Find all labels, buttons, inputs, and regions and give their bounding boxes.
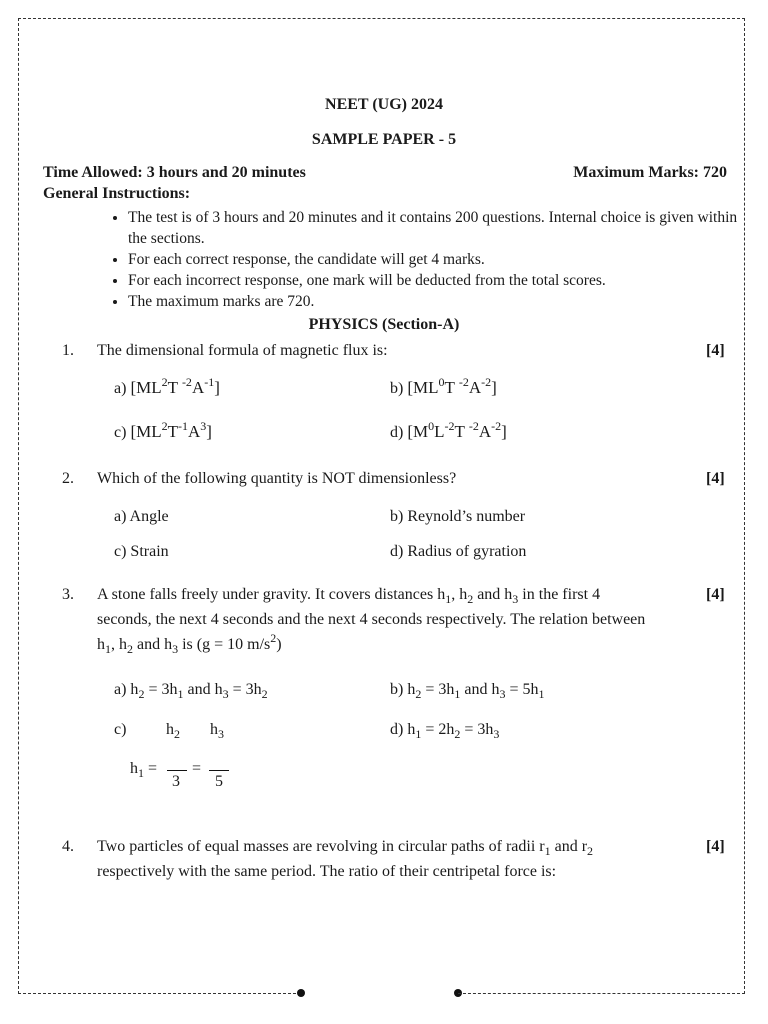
option-d: d) Radius of gyration <box>390 543 527 560</box>
fraction-denominator-1: 3 <box>172 773 180 790</box>
option-formula: [$ML^0T$ $^{-2}A^{-2}$] <box>407 375 497 397</box>
page-border-bottom-left <box>18 993 301 994</box>
question-text-line: Two particles of equal masses are revolving in circular paths of radii $r_1$ and $r_2$ <box>97 838 594 858</box>
question-text-line: A stone falls freely under gravity. It covers distances $h_1$, $h_2$ and $h_3$ in the first 4 <box>97 586 601 606</box>
maximum-marks: Maximum Marks: 720 <box>573 164 727 181</box>
question-marks: [4] <box>706 586 725 603</box>
question-text: Which of the following quantity is NOT dimensionless? <box>97 470 457 487</box>
option-c-label: c) <box>114 721 127 738</box>
question-marks: [4] <box>706 470 725 487</box>
question-number: 1. <box>62 342 74 359</box>
fraction-bar-1 <box>167 770 187 771</box>
exam-title: NEET (UG) 2024 <box>325 96 443 113</box>
question-text-line: seconds, the next 4 seconds and the next 4 seconds respectively. The relation between <box>97 611 646 628</box>
instruction-item: • For each correct response, the candidate will get 4 marks. <box>128 249 738 270</box>
option-c-equals: = <box>192 760 202 777</box>
time-allowed: Time Allowed: 3 hours and 20 minutes <box>43 164 306 181</box>
fraction-numerator-1: $h_2$ <box>166 721 180 741</box>
option-d <box>390 419 507 442</box>
border-dot-left <box>297 989 305 997</box>
question-number: 3. <box>62 586 74 603</box>
option-d: d) $h_1 = 2h_2 = 3h_3$ <box>390 721 500 741</box>
section-title: PHYSICS (Section-A) <box>308 316 460 333</box>
option-formula: [$ML^2T$ $^{-2}A^{-1}$] <box>130 375 220 397</box>
page-border-bottom-right <box>458 993 745 994</box>
instructions-list <box>110 207 738 312</box>
question-marks: [4] <box>706 838 725 855</box>
option-a: a) Angle <box>114 508 169 525</box>
fraction-numerator-2: $h_3$ <box>210 721 224 741</box>
fraction-bar-2 <box>209 770 229 771</box>
option-label: d) <box>390 424 404 441</box>
question-marks: [4] <box>706 342 725 359</box>
option-formula: [$M^0L^{-2}T$ $^{-2}A^{-2}$] <box>407 419 507 441</box>
option-b: b) $h_2 = 3h_1$ and $h_3 = 5h_1$ <box>390 681 545 701</box>
instructions-title: General Instructions: <box>43 185 191 202</box>
option-c: c) Strain <box>114 543 169 560</box>
option-formula: $[ML^2T^{-1}A^3]$ <box>130 419 212 441</box>
question-text: The dimensional formula of magnetic flux is: <box>97 342 388 359</box>
question-number: 4. <box>62 838 74 855</box>
option-c-lhs: $h_1$ = <box>130 760 158 780</box>
option-a <box>114 375 220 398</box>
option-label: a) <box>114 380 127 397</box>
fraction-denominator-2: 5 <box>215 773 223 790</box>
option-b: b) Reynold’s number <box>390 508 526 525</box>
question-text-line: respectively with the same period. The ratio of their centripetal force is: <box>97 863 557 880</box>
instruction-item: • The test is of 3 hours and 20 minutes and it contains 200 questions. Internal choice is given within the sections. <box>128 207 738 249</box>
instruction-item: • The maximum marks are 720. <box>128 291 738 312</box>
question-number: 2. <box>62 470 74 487</box>
option-b <box>390 375 497 398</box>
option-c <box>114 419 212 442</box>
instruction-item: • For each incorrect response, one mark will be deducted from the total scores. <box>128 270 738 291</box>
option-label: b) <box>390 380 404 397</box>
question-text-line: $h_1$, $h_2$ and $h_3$ is (g = 10 $m/s^2$) <box>97 631 282 656</box>
paper-title: SAMPLE PAPER - 5 <box>311 131 457 148</box>
option-a: a) $h_2 = 3h_1$ and $h_3 = 3h_2$ <box>114 681 268 701</box>
option-label: c) <box>114 424 127 441</box>
